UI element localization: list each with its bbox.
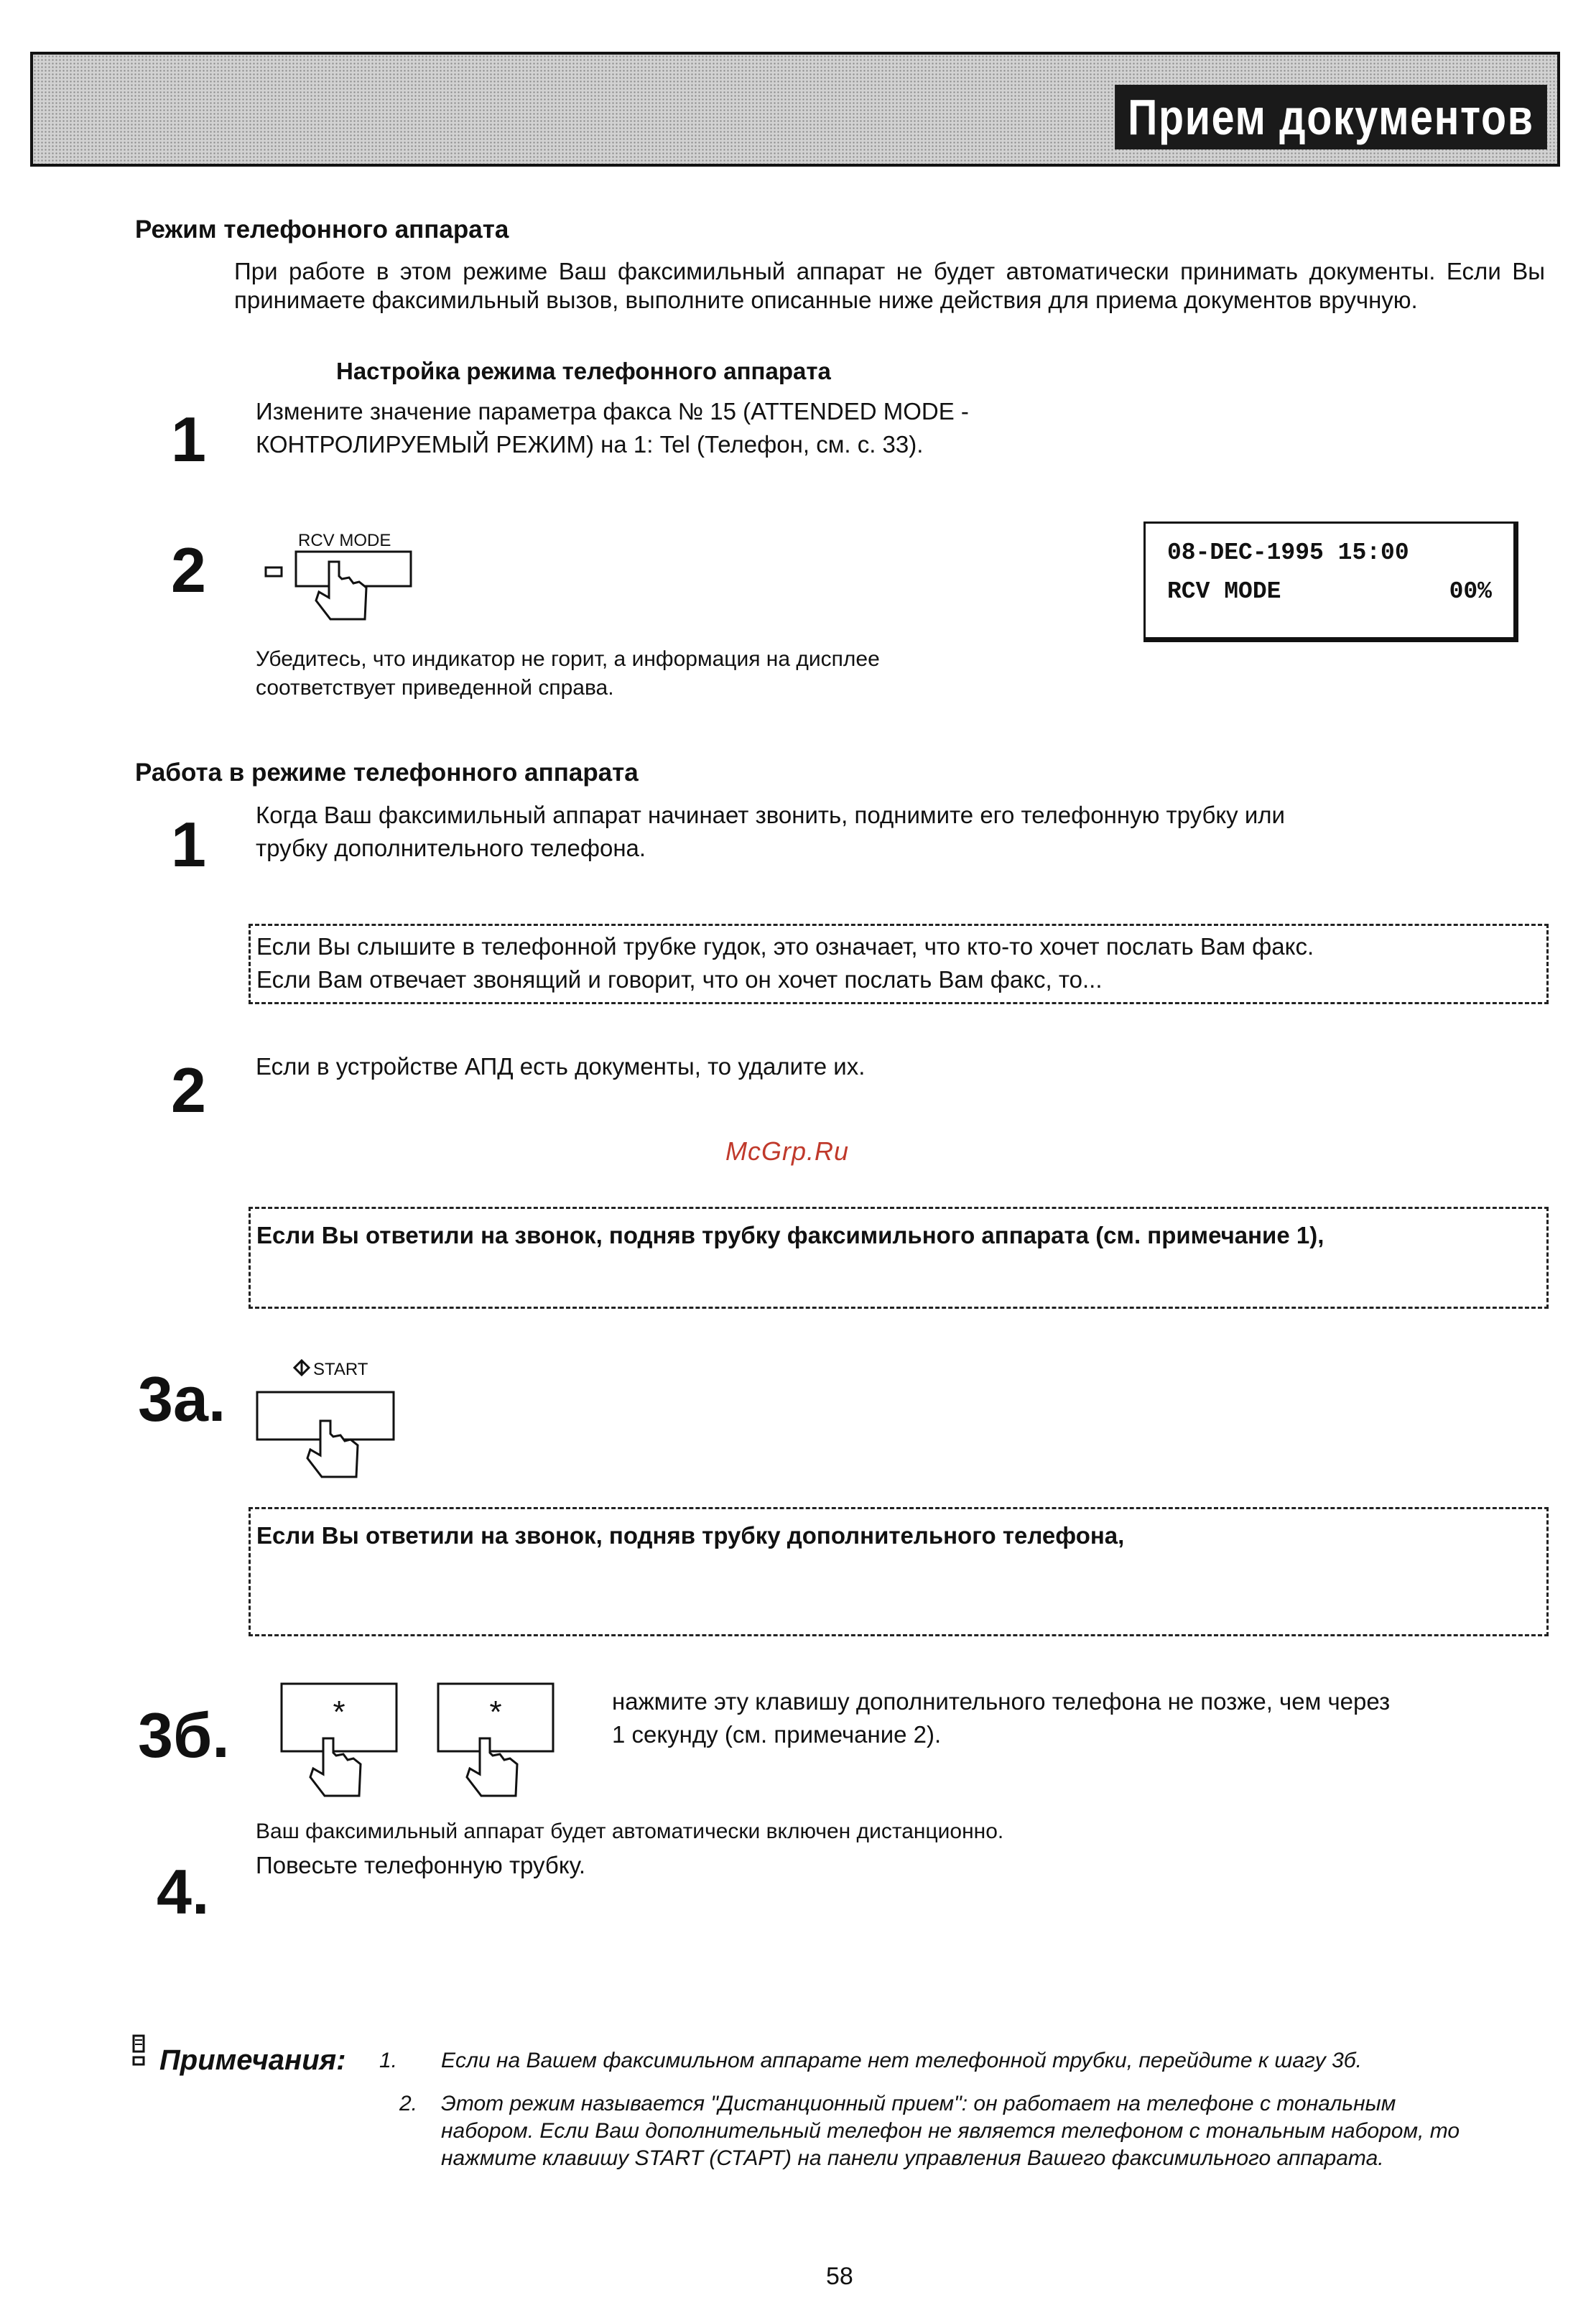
step-number: 3б. — [138, 1700, 230, 1771]
finger-press-icon — [307, 1421, 358, 1477]
rcv-mode-key-label: RCV MODE — [298, 532, 391, 550]
info-box — [249, 924, 1549, 1004]
page-header-title: Прием документов — [1115, 85, 1547, 149]
note-text: Если на Вашем факсимильном аппарате нет телефонной трубки, перейдите к шагу 3б. — [441, 2049, 1363, 2072]
info-box-text: Если Вы ответили на звонок, подняв трубку дополнительного телефона, — [256, 1522, 1125, 1549]
lcd-display — [1143, 522, 1518, 642]
page-number: 58 — [826, 2263, 853, 2290]
finger-press-icon — [467, 1738, 517, 1796]
rcv-mode-key — [296, 552, 411, 586]
finger-press-icon — [316, 562, 366, 619]
step-text: нажмите эту клавишу дополнительного телефона не позже, чем через — [612, 1688, 1391, 1715]
info-box-text: Если Вы слышите в телефонной трубке гудок, это означает, что кто-то хочет послать Вам факс. — [256, 933, 1314, 960]
note-number: 1. — [379, 2049, 398, 2072]
subsection-title: Настройка режима телефонного аппарата — [336, 358, 831, 384]
step-text: Измените значение параметра факса № 15 (ATTENDED MODE - — [256, 398, 969, 425]
rcv-mode-key-diagram — [259, 532, 424, 646]
step-number: 2 — [171, 534, 206, 606]
step-number: 2 — [171, 1054, 206, 1126]
step-number: 4. — [157, 1856, 210, 1927]
start-diamond-icon — [294, 1361, 309, 1375]
star-key-symbol: * — [333, 1695, 345, 1730]
step-note: соответствует приведенной справа. — [256, 676, 614, 700]
step-number: 1 — [171, 809, 206, 880]
step-text: Если в устройстве АПД есть документы, то удалите их. — [256, 1053, 866, 1080]
step-text: Повесьте телефонную трубку. — [256, 1852, 585, 1878]
start-key-diagram — [251, 1355, 409, 1484]
star-key-diagram-2 — [435, 1681, 579, 1810]
indicator-lamp — [266, 567, 282, 576]
step-text: 1 секунду (см. примечание 2). — [612, 1721, 942, 1748]
step-note: Ваш факсимильный аппарат будет автоматически включен дистанционно. — [256, 1820, 1004, 1843]
note-text: Этот режим называется "Дистанционный прием": он работает на телефоне с тональным — [441, 2092, 1396, 2115]
step-text: трубку дополнительного телефона. — [256, 835, 646, 861]
watermark: McGrp.Ru — [725, 1136, 850, 1166]
info-box-text: Если Вам отвечает звонящий и говорит, что он хочет послать Вам факс, то... — [256, 966, 1103, 993]
lcd-mode: RCV MODE — [1167, 578, 1281, 605]
step-text: Когда Ваш факсимильный аппарат начинает звонить, поднимите его телефонную трубку или — [256, 802, 1285, 828]
star-key-diagram-1 — [279, 1681, 422, 1810]
header-banner — [30, 52, 1560, 167]
note-number: 2. — [399, 2092, 418, 2115]
note-icon — [129, 2033, 149, 2069]
note-text: набором. Если Ваш дополнительный телефон не является телефоном с тональным набором, то — [441, 2119, 1460, 2143]
lcd-date-time: 08-DEC-1995 15:00 — [1167, 539, 1409, 566]
step-number: 1 — [171, 404, 206, 475]
finger-press-icon — [310, 1738, 361, 1796]
section-title-phone-mode: Режим телефонного аппарата — [135, 215, 509, 244]
section-intro: При работе в этом режиме Ваш факсимильный аппарат не будет автоматически принимать документы. Если Вы принимаете факсимильный вызов, выполните описанные ниже действия для приема документов вручную. — [234, 258, 1545, 313]
section-title-phone-operation: Работа в режиме телефонного аппарата — [135, 759, 639, 787]
start-key-label: START — [313, 1360, 368, 1379]
note-text: нажмите клавишу START (СТАРТ) на панели управления Вашего факсимильного аппарата. — [441, 2146, 1384, 2170]
info-box — [249, 1507, 1549, 1636]
step-number: 3а. — [138, 1363, 226, 1434]
info-box-text: Если Вы ответили на звонок, подняв трубку факсимильного аппарата (см. примечание 1), — [256, 1222, 1324, 1248]
notes-label: Примечания: — [159, 2044, 346, 2076]
lcd-percent: 00% — [1449, 578, 1492, 605]
step-note: Убедитесь, что индикатор не горит, а информация на дисплее — [256, 647, 880, 671]
star-key-symbol: * — [489, 1695, 502, 1730]
step-text: КОНТРОЛИРУЕМЫЙ РЕЖИМ) на 1: Tel (Телефон, см. с. 33). — [256, 431, 924, 458]
info-box — [249, 1207, 1549, 1309]
